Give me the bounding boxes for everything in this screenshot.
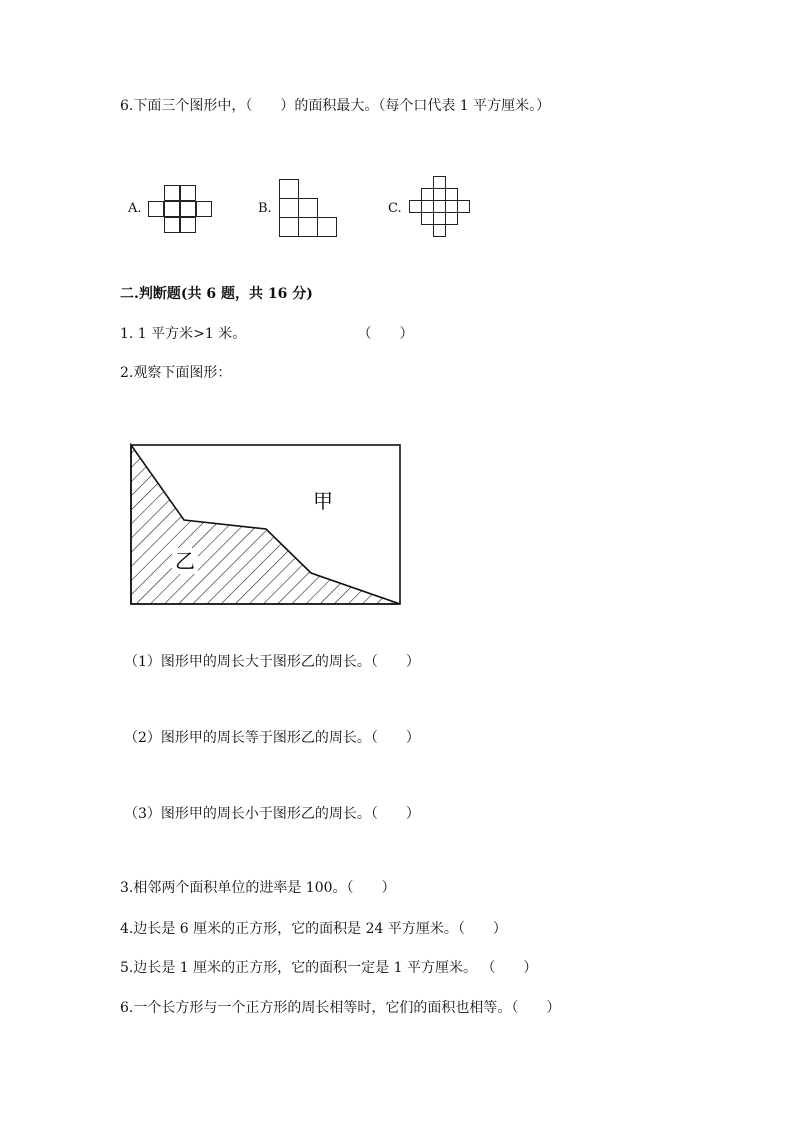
option-c-label: C. bbox=[388, 201, 402, 216]
judge-item-6: 6.一个长方形与一个正方形的周长相等时，它们的面积也相等。（ ） bbox=[120, 1000, 561, 1016]
option-a-shape bbox=[148, 185, 214, 235]
judge-item-4: 4.边长是 6 厘米的正方形，它的面积是 24 平方厘米。（ ） bbox=[120, 921, 507, 937]
judge-item-2: 2.观察下面图形： bbox=[120, 365, 232, 381]
label-yi: 乙 bbox=[175, 549, 195, 573]
question-6-text: 6.下面三个图形中，（ ）的面积最大。（每个口代表 1 平方厘米。） bbox=[120, 98, 551, 114]
option-b-label: B. bbox=[258, 201, 272, 216]
label-jia: 甲 bbox=[313, 489, 333, 513]
judge-item-5: 5.边长是 1 厘米的正方形，它的面积一定是 1 平方厘米。 （ ） bbox=[120, 960, 538, 976]
option-a-label: A. bbox=[128, 201, 142, 216]
judge-item-3: 3.相邻两个面积单位的进率是 100。（ ） bbox=[120, 880, 396, 896]
judge-item-1: 1. 1 平方米>1 米。 （ ） bbox=[120, 326, 414, 342]
judge-subitem-3: （3）图形甲的周长小于图形乙的周长。（ ） bbox=[124, 806, 420, 822]
option-b-shape bbox=[279, 179, 341, 241]
judge-subitem-2: （2）图形甲的周长等于图形乙的周长。（ ） bbox=[124, 730, 420, 746]
divided-rectangle-figure bbox=[128, 442, 404, 608]
section-heading: 二.判断题(共 6 题，共 16 分) bbox=[120, 286, 313, 302]
region-yi-shaded bbox=[131, 445, 400, 604]
judge-subitem-1: （1）图形甲的周长大于图形乙的周长。（ ） bbox=[124, 654, 420, 670]
option-c-shape bbox=[409, 176, 475, 242]
